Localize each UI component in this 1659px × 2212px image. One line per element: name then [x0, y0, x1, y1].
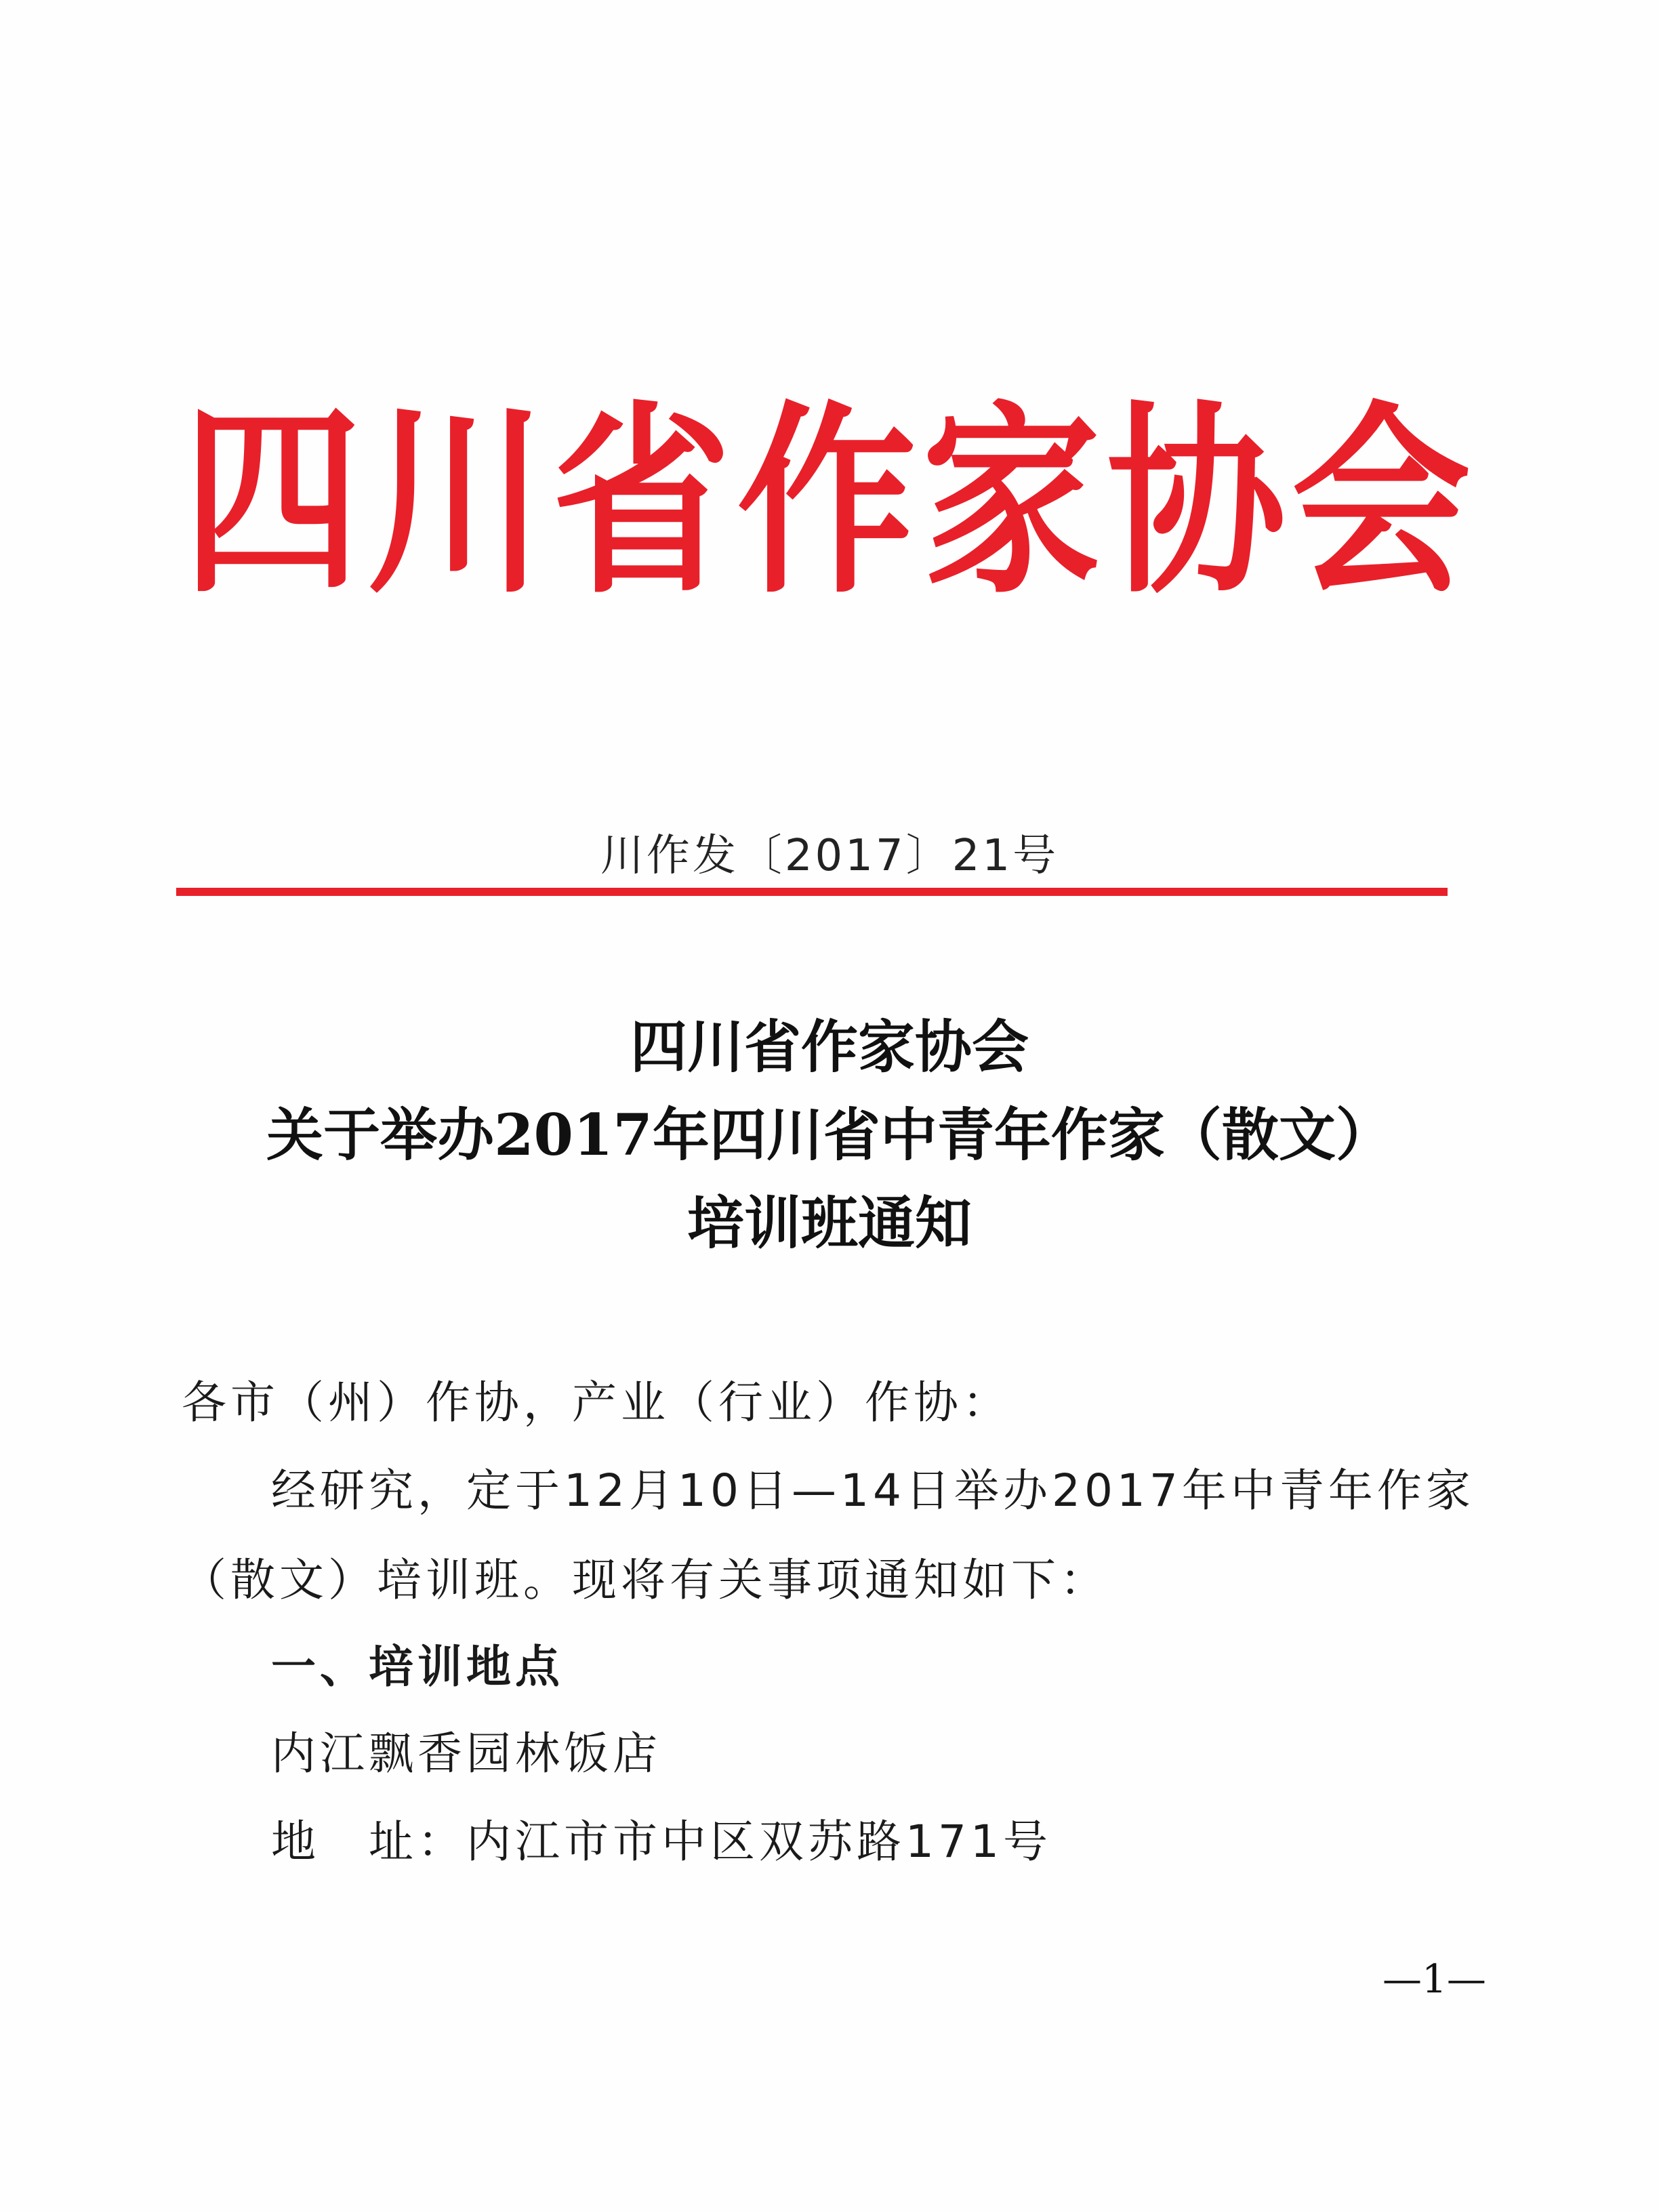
title-line-2: 关于举办2017年四川省中青年作家（散文）: [266, 1101, 1393, 1168]
venue-name: 内江飘香园林饭店: [271, 1727, 661, 1780]
document-number: 川作发〔2017〕21号: [600, 831, 1059, 881]
paragraph-1-line-2: （散文）培训班。现将有关事项通知如下：: [182, 1554, 1109, 1606]
title-line-3: 培训班通知: [687, 1189, 972, 1256]
letterhead-org-name: 四川省作家协会: [182, 382, 1477, 621]
venue-address: 地 址：内江市市中区双苏路171号: [271, 1816, 1052, 1868]
page-number: —1—: [1382, 1956, 1486, 2002]
red-divider-line: [176, 888, 1448, 896]
paragraph-1-line-1: 经研究，定于12月10日—14日举办2017年中青年作家: [271, 1465, 1475, 1517]
salutation: 各市（州）作协，产业（行业）作协：: [182, 1376, 1011, 1429]
section-1-heading: 一、培训地点: [271, 1641, 564, 1693]
title-line-1: 四川省作家协会: [630, 1013, 1029, 1080]
